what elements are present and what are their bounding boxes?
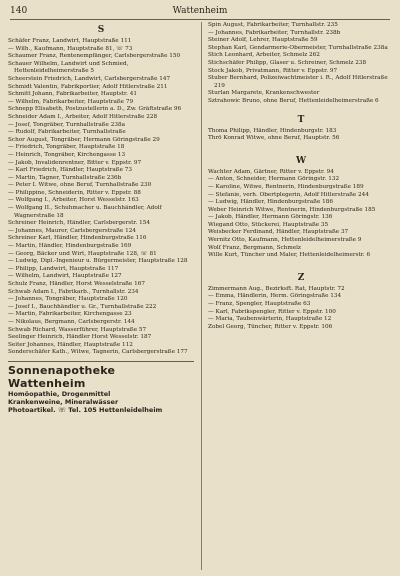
- section-letter-s: S: [97, 25, 105, 35]
- directory-entry: Sztrahowic Bruno, ohne Beruf, Hettenleidelheimerstraße 6: [208, 97, 379, 104]
- right-column: [208, 22, 394, 331]
- directory-entry: — Ludwig, Händler, Hindenburgstraße 186: [208, 199, 333, 206]
- page-number: 140: [10, 6, 28, 16]
- ad-line: Photoartikel. ☏ Tel. 105 Hettenleidelheim: [8, 405, 163, 414]
- pharmacy-advertisement: [8, 361, 194, 414]
- directory-entry: — Georg, Bäcker und Wirt, Hauptstraße 128, ☏ 81: [8, 250, 157, 257]
- directory-entry: — Peter I. Witwe, ohne Beruf, Turnhallstraße 230: [8, 182, 152, 189]
- directory-entry: Wille Kurt, Tüncher und Maler, Hettenleidelheimerstr. 6: [208, 252, 371, 259]
- directory-entry: Schulz Franz, Händler, Horst Wesselstraße 167: [8, 281, 145, 287]
- directory-entry: Seelinger Heinrich, Händler Horst Wesselstr. 187: [8, 334, 152, 341]
- directory-entry: — Martin, Händler, Hindenburgstraße 169: [8, 243, 132, 250]
- directory-entry: Sturlan Margarete, Krankenschwester: [208, 90, 320, 97]
- directory-entry: — Philippine, Schneiderin, Ritter v. Eppstr. 88: [8, 189, 141, 196]
- directory-entry: — Heinrich, Tongräber, Kirchengasse 13: [8, 151, 126, 158]
- directory-entry: Schäfer Franz, Landwirt, Hauptstraße 111: [8, 38, 132, 44]
- page-header: [10, 4, 390, 18]
- left-column: [8, 22, 194, 414]
- section-letter-w: W: [295, 155, 307, 166]
- entry-list-z: [208, 286, 394, 332]
- directory-entry: — Martin, Fabrikarbeiter, Kirchengasse 23: [8, 311, 132, 318]
- directory-entry: — Johannes, Tongräber, Hauptstraße 120: [8, 296, 128, 303]
- directory-entry: Spin August, Fabrikarbeiter, Turnhallstr. 235: [208, 22, 338, 28]
- directory-entry: Wolf Franz, Bergmann, Schmelz: [208, 244, 301, 251]
- directory-entry: Thrö Konrad Witwe, ohne Beruf, Hauptstr. 56: [208, 135, 340, 142]
- section-letter-z: Z: [297, 272, 305, 283]
- page-title: Wattenheim: [172, 6, 228, 16]
- directory-entry: Zobel Georg, Tüncher, Ritter v. Eppstr. 106: [208, 323, 333, 330]
- directory-entry: — Stefanie, verh. Obertplegerin, Adolf Hitlerstraße 244: [208, 191, 369, 198]
- directory-entry: Schmidt Valentin, Fabrikportier, Adolf Hitlerstraße 211: [8, 83, 168, 90]
- directory-entry: Stephan Karl, Gendarmerie-Obermeister, Turnhallstraße 238a: [208, 44, 388, 51]
- directory-entry: Schauer Wilhelm, Landwirt und Schmied, Hettenleidelheimerstraße 5: [8, 60, 129, 75]
- spacer: [208, 260, 394, 270]
- entry-list-s-right: [208, 22, 394, 106]
- directory-entry: — Martin, Tagner, Turnhallstraße 236b: [8, 174, 122, 181]
- directory-entry: — Johannes, Maurer, Carlsbergerstraße 124: [8, 227, 136, 234]
- directory-entry: — Wilhelm, Landwirt, Hauptstraße 127: [8, 273, 122, 280]
- spacer: [208, 106, 394, 112]
- directory-entry: Schmitt Johann, Fabrikarbeiter, Hauptstr. 41: [8, 91, 137, 98]
- header-rule: [10, 19, 390, 20]
- directory-entry: Stich Leonhard, Arbeiter, Schmelz 262: [208, 52, 320, 59]
- directory-entry: — Nikolaus, Bergmann, Carlsbergerstr. 144: [8, 318, 135, 325]
- directory-entry: Wernitz Otto, Kaufmann, Hettenleidelheimerstraße 9: [208, 237, 362, 244]
- directory-entry: Sonderschäfer Kath., Witwe, Tagnerin, Carlsbergerstraße 177: [8, 349, 188, 356]
- directory-entry: — Ludwig, Dipl.-Ingenieur u. Bürgermeister, Hauptstraße 128: [8, 258, 188, 265]
- directory-entry: Thoma Philipp, Händler, Hindenburgstr. 183: [208, 127, 337, 134]
- directory-entry: — Jakob, Invalidenrentner, Bitter v. Eppstr. 97: [8, 159, 142, 166]
- spacer: [208, 143, 394, 153]
- directory-entry: — Anton, Schneider, Hermann Göringstr. 132: [208, 176, 340, 183]
- entry-list-s-left: [8, 38, 194, 357]
- ad-title: Sonnenapotheke Wattenheim: [8, 363, 116, 390]
- directory-entry: — Emma, Händlerin, Herm. Göringstraße 134: [208, 293, 342, 300]
- directory-entry: Scheerstein Friedrich, Landwirt, Carlsbergerstraße 147: [8, 75, 171, 82]
- directory-entry: — Karl, Fabrikspengler, Ritter v. Eppstr. 100: [208, 308, 336, 315]
- directory-entry: — Josef I., Bauchhändler u. Gr., Turnhallstraße 222: [8, 303, 157, 310]
- column-divider: [201, 22, 202, 570]
- directory-entry: Schwab Richard, Wasserführer, Hauptstraße 57: [8, 326, 147, 333]
- ad-line: Krankenweine, Mineralwässer: [8, 397, 119, 406]
- directory-entry: Schnepp Elisabeth, Postzustellerin a. D., Zw. Gräftstraße 96: [8, 106, 182, 113]
- directory-entry: Weisbecker Ferdinand, Händler, Hauptstraße 37: [208, 229, 349, 236]
- directory-entry: — Karl Friedrich, Händler, Hauptstraße 73: [8, 167, 132, 174]
- directory-entry: — Franz, Spengler, Hauptstraße 63: [208, 301, 311, 308]
- directory-entry: Weber Heinrich Witwe, Rentnerin, Hindenburgstraße 185: [208, 206, 376, 213]
- directory-entry: — Josef, Tongräber, Turnhallstraße 238a: [8, 121, 125, 128]
- directory-entry: — Wolfgang II., Schuhmacher u. Bauchhändler, Adolf Wagnerstraße 18: [8, 205, 162, 219]
- ad-line: Homöopathie, Drogenmittel: [8, 389, 111, 398]
- directory-entry: — Philipp, Landwirt, Hauptstraße 117: [8, 265, 119, 272]
- directory-entry: Steiner Adolf, Lehrer, Hauptstraße 59: [208, 37, 318, 44]
- directory-entry: — Wilhelm, Fabrikarbeiter, Hauptstraße 79: [8, 98, 134, 105]
- entry-list-t: [208, 128, 394, 143]
- directory-entry: Schor August, Tongräber, Hermann Göringstraße 29: [8, 136, 160, 143]
- directory-entry: — Friedrich, Tongräber, Hauptstraße 18: [8, 144, 125, 151]
- section-letter-t: T: [297, 114, 305, 125]
- directory-entry: — Jakob, Händler, Hermann Göringstr. 136: [208, 214, 333, 221]
- directory-entry: Wiegand Otto, Stückerei, Hauptstraße 35: [208, 221, 329, 228]
- directory-entry: Schreiner Karl, Händler, Hindenburgstraße 116: [8, 235, 147, 242]
- directory-entry: Seiter Johannes, Händler, Hauptstraße 112: [8, 341, 133, 348]
- directory-entry: — Wilh., Kaufmann, Hauptstraße 81, ☏ 73: [8, 45, 133, 52]
- directory-entry: — Johannes, Fabrikarbeiter, Turnhallstr. 238b: [208, 29, 341, 36]
- directory-entry: — Rudolf, Fabrikarbeiter, Turnhallstraße: [8, 129, 126, 136]
- directory-entry: Schreiner Heinrich, Händler, Carlsbergerstr. 154: [8, 220, 150, 227]
- directory-entry: — Wolfgang I., Arbeiter, Horst Wesselstr. 163: [8, 197, 139, 204]
- directory-entry: Stichschäfer Philipp, Glaser u. Schreiner, Schmelz 238: [208, 59, 367, 66]
- directory-entry: Schneider Adam I., Arbeiter, Adolf Hitlerstraße 228: [8, 113, 158, 120]
- directory-entry: Stock Jakob, Privatmann, Ritter v. Eppstr. 97: [208, 67, 338, 74]
- directory-entry: Wachter Adam, Gärtner, Ritter v. Eppstr. 94: [208, 168, 334, 175]
- entry-list-w: [208, 169, 394, 260]
- directory-entry: Schaumer Franz, Rentenempfänger, Carlsbergerstraße 150: [8, 53, 181, 60]
- directory-entry: Stuber Bernhard, Polizeiwachtmeister i. R., Adolf Hitlerstraße 219: [208, 75, 388, 89]
- directory-entry: Zimmermann Aug., Bezirksft. Rat, Hauptstr. 72: [208, 285, 345, 292]
- directory-entry: — Maria, Taubenwärterin, Hauptstraße 12: [208, 316, 332, 323]
- directory-entry: — Karoline, Witwe, Rentnerin, Hindenburgstraße 189: [208, 183, 364, 190]
- directory-entry: Schwab Adam I., Fabrikarb., Turnhallstr. 234: [8, 288, 139, 295]
